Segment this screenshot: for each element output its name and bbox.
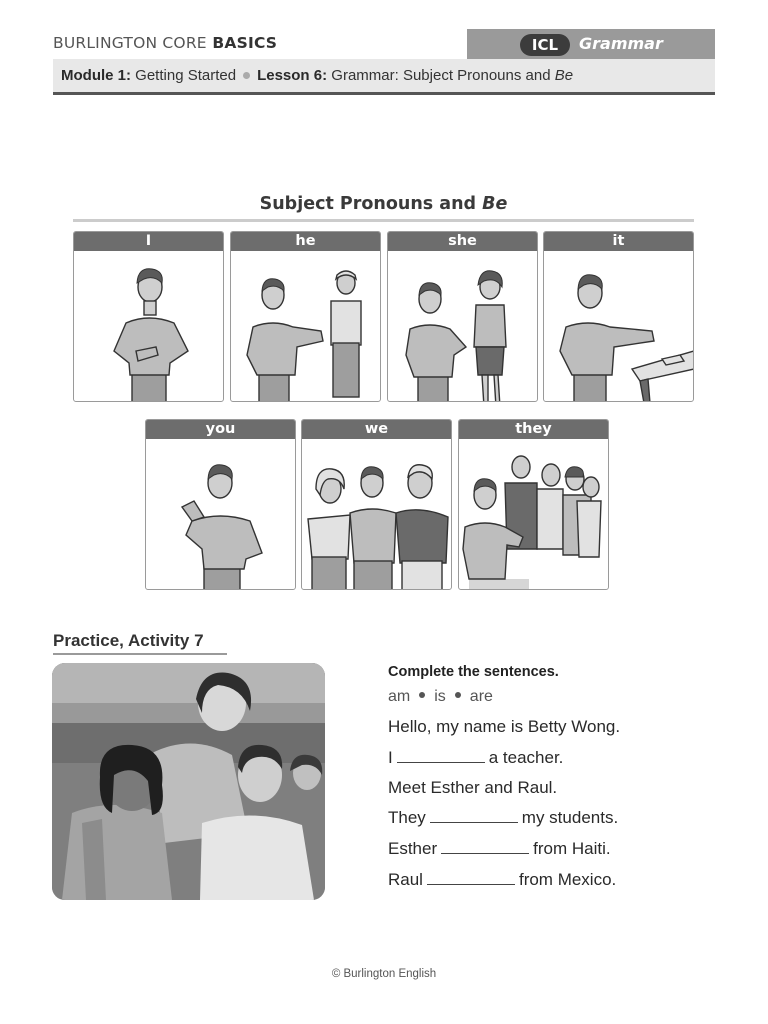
lesson-name: Grammar: Subject Pronouns and [331,67,551,84]
section-title-italic: Be [482,194,508,214]
pronoun-card-you [145,419,296,590]
word-bank [388,688,493,706]
sentence-5 [388,839,611,859]
answer-blank[interactable] [427,871,515,885]
brand-title [53,34,277,52]
pronoun-card-i [73,231,224,402]
sentence-start: Raul [388,870,423,889]
answer-blank[interactable] [430,809,518,823]
sentence-6 [388,870,616,890]
sentence-start: Esther [388,839,438,858]
pronoun-label: it [544,232,693,251]
icl-badge: ICL [520,34,570,56]
classroom-photo [52,663,325,900]
grammar-tag: Grammar [579,34,663,53]
classroom-photo-illustration [52,663,325,900]
word-bank-item: is [434,688,446,705]
sentence-4 [388,808,618,828]
sentence-text: Hello, my name is Betty Wong. [388,717,621,736]
section-divider [73,219,694,222]
word-separator [455,692,461,698]
copyright-footer: © Burlington English [331,968,437,980]
sentence-end: a teacher. [488,748,564,767]
pronoun-card-we [301,419,452,590]
practice-underline [53,653,227,655]
pronoun-label: I [74,232,223,251]
pronoun-card-he [230,231,381,402]
pronoun-label: you [146,420,295,439]
module-name: Getting Started [135,67,237,84]
pronoun-label: he [231,232,380,251]
pronoun-label: she [388,232,537,251]
sentence-end: from Haiti. [533,839,611,858]
sentence-start: I [388,748,393,767]
man-pointing-at-viewer-illustration [146,439,296,590]
separator-dot [243,72,250,79]
man-pointing-self-illustration [74,251,224,402]
brand-strong: BASICS [212,34,278,52]
man-pointing-at-man-illustration [231,251,381,402]
sentence-text: Meet Esther and Raul. [388,778,558,797]
sentence-end: from Mexico. [518,870,617,889]
word-separator [419,692,425,698]
pronoun-label: they [459,420,608,439]
word-bank-item: are [469,688,493,705]
sentence-end: my students. [521,808,619,827]
answer-blank[interactable] [441,840,529,854]
answer-blank[interactable] [397,749,485,763]
sentence-2 [388,748,563,768]
sentence-1 [388,717,620,737]
module-lesson-bar [53,59,715,95]
module-label: Module 1: [61,67,131,84]
pronoun-card-they [458,419,609,590]
group-of-three-illustration [302,439,452,590]
sentence-3 [388,778,557,798]
lesson-name-italic: Be [554,67,574,84]
sentence-start: They [388,808,426,827]
module-lesson-text [61,67,573,84]
pronoun-card-she [387,231,538,402]
man-pointing-at-book-illustration [544,251,694,402]
grammar-tag-bar [467,29,715,59]
brand-light: BURLINGTON CORE [53,34,207,52]
instruction-text: Complete the sentences. [388,664,559,680]
man-pointing-at-group-illustration [459,439,609,590]
pronoun-card-it [543,231,694,402]
man-pointing-at-woman-illustration [388,251,538,402]
lesson-label: Lesson 6: [257,67,328,84]
section-title [73,194,694,214]
practice-title: Practice, Activity 7 [53,631,204,650]
section-title-text: Subject Pronouns and [259,194,477,214]
word-bank-item: am [388,688,411,705]
pronoun-label: we [302,420,451,439]
